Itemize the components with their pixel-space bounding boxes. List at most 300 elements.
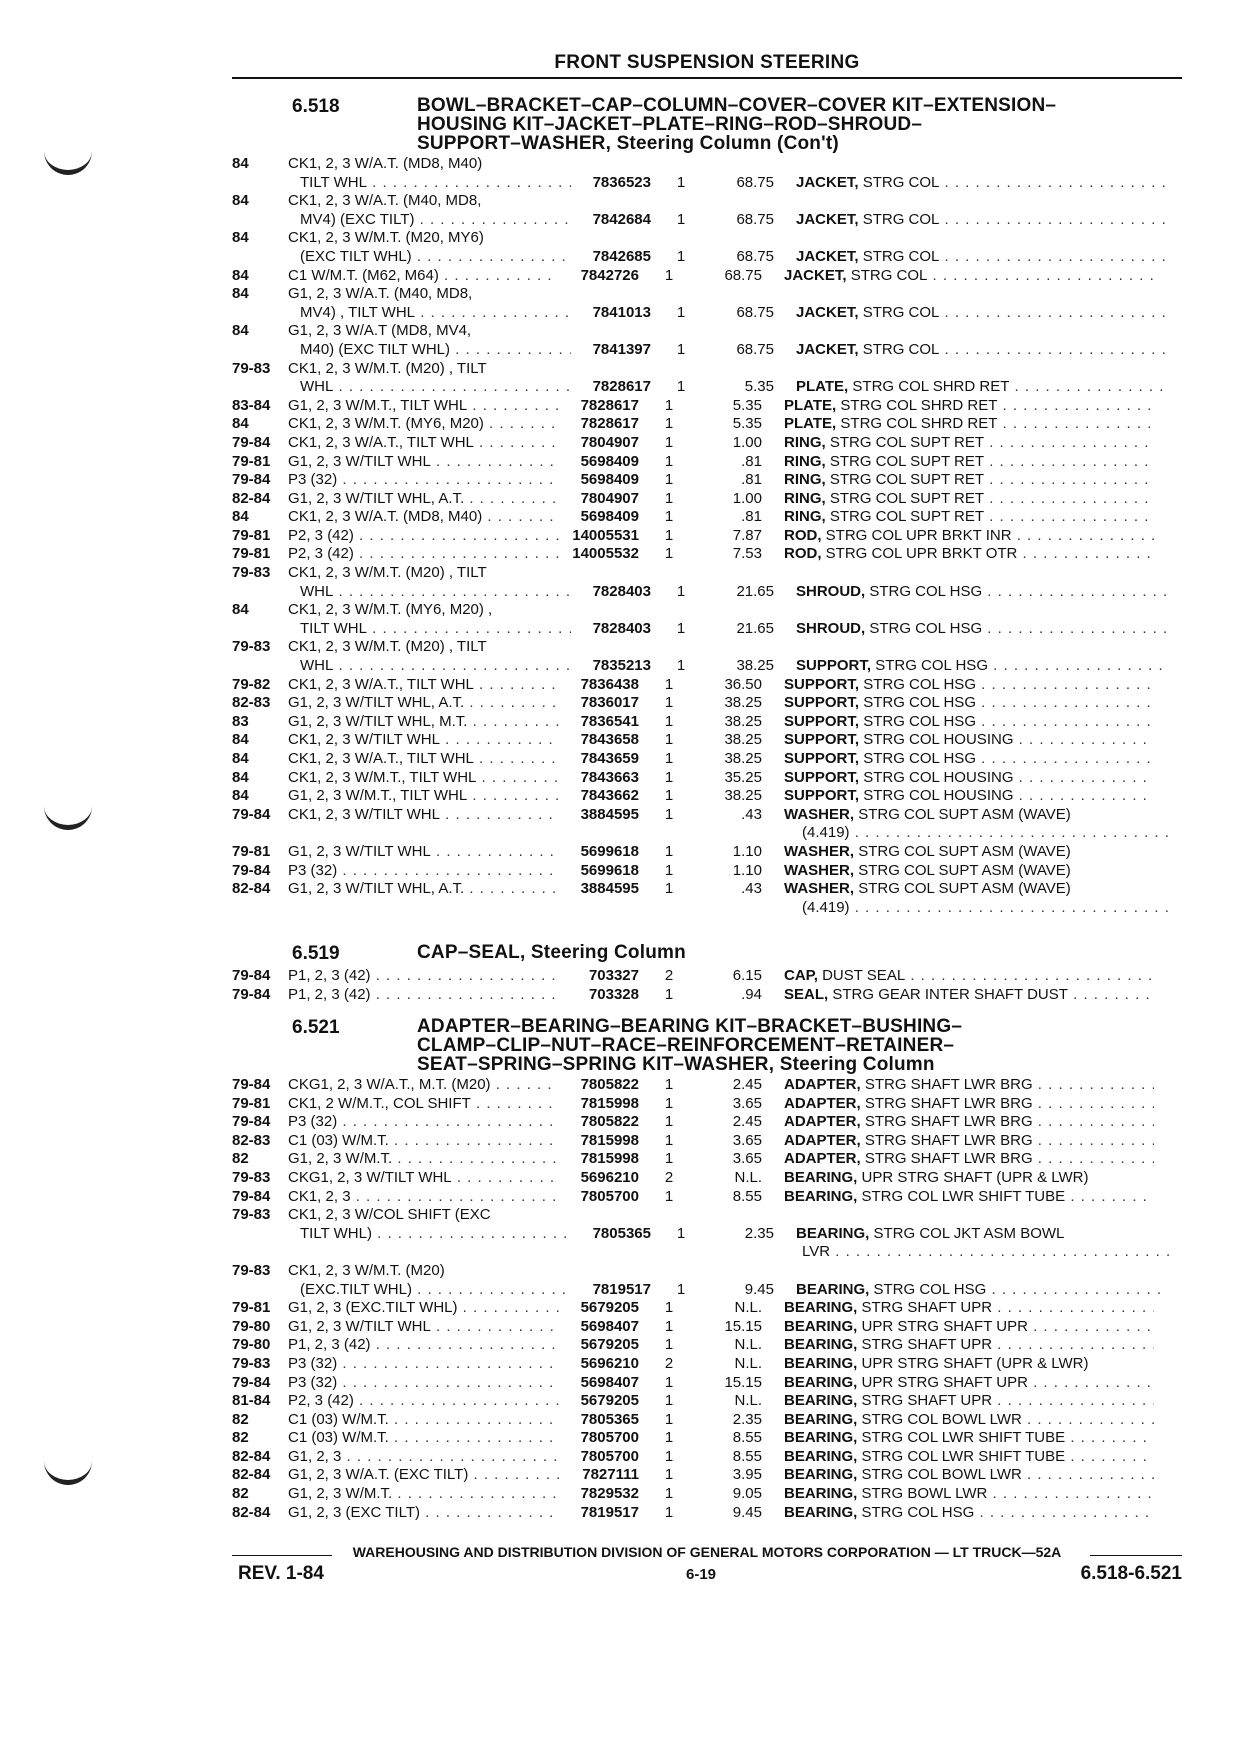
table-row: [232, 415, 1182, 434]
application: [288, 1150, 559, 1169]
model-years: 79-81: [232, 545, 271, 563]
model-years: [232, 1225, 288, 1244]
price: 38.25: [724, 731, 762, 749]
part-detail: STRG COL JKT ASM BOWL: [873, 1224, 1065, 1242]
section-title: BOWL–BRACKET–CAP–COLUMN–COVER–COVER KIT–EXTENSION– HOUSING KIT–JACKET–PLATE–RING–ROD–SHROUD– SUPPORT–WASHER, Steering Column (Con't): [417, 95, 1057, 154]
price: 36.50: [724, 675, 762, 693]
description: [762, 1262, 1154, 1281]
table-row: [232, 229, 1182, 248]
description: [762, 1411, 1154, 1430]
application: [288, 1281, 571, 1300]
quantity: 1: [664, 750, 674, 767]
table-row: [232, 1466, 1182, 1485]
model-years: 82-84: [232, 489, 271, 507]
application: [288, 899, 559, 918]
application-text: CK1, 2, 3 W/COL SHIFT (EXC: [288, 1206, 491, 1224]
price: [699, 1262, 762, 1281]
header-rule: [232, 77, 1182, 79]
quantity: 1: [676, 173, 686, 191]
part-detail: DUST SEAL . . .: [822, 967, 1154, 984]
description: [774, 1225, 1166, 1244]
application-text: G1, 2, 3 W/M.T. . . .: [288, 1150, 559, 1167]
quantity: 1: [664, 1485, 674, 1503]
part-name: BEARING,: [784, 1299, 858, 1317]
price: N.L.: [734, 1392, 762, 1410]
part-detail: STRG COL HSG . . .: [862, 1504, 1154, 1521]
quantity: [639, 1243, 699, 1262]
quantity: 1: [676, 657, 686, 675]
table-row: [232, 638, 1182, 657]
model-years: 79-81: [232, 842, 271, 860]
price: 21.65: [736, 582, 774, 600]
table-row: [232, 1448, 1182, 1467]
application: [288, 1076, 559, 1095]
description: [762, 787, 1154, 806]
application-text: G1, 2, 3 W/TILT WHL, A.T. . . .: [288, 490, 559, 507]
quantity: 1: [664, 1299, 674, 1317]
part-number: [559, 1262, 639, 1281]
part-name: ADAPTER,: [784, 1076, 861, 1093]
part-number: [559, 285, 639, 304]
application-text: CK1, 2, 3 W/M.T., TILT WHL . . .: [288, 769, 559, 786]
application-text: CK1, 2, 3 W/A.T., TILT WHL . . .: [288, 434, 559, 451]
section-number: 6.519: [292, 943, 340, 964]
quantity: 1: [664, 1113, 674, 1131]
part-name: BEARING,: [784, 1317, 858, 1335]
quantity: 1: [676, 340, 686, 358]
description: [762, 1150, 1154, 1169]
application-text: G1, 2, 3 W/TILT WHL, M.T. . . .: [288, 713, 559, 730]
part-name: JACKET,: [784, 266, 847, 284]
quantity: 1: [664, 1094, 674, 1112]
part-detail: STRG COL BOWL LWR . . .: [862, 1411, 1154, 1428]
part-detail: STRG COL SUPT RET . . .: [830, 434, 1154, 451]
table-row: [232, 1336, 1182, 1355]
price: [699, 601, 762, 620]
price: .81: [741, 471, 762, 489]
application-text: TILT WHL) . . .: [300, 1225, 571, 1242]
model-years: [232, 657, 288, 676]
part-detail: STRG COL HOUSING . . .: [863, 769, 1154, 786]
table-row: [232, 1113, 1182, 1132]
description: [762, 1188, 1154, 1207]
part-number: [559, 564, 639, 583]
part-detail: STRG COL SUPT RET . . .: [830, 471, 1154, 488]
part-detail: STRG COL HSG . . .: [863, 750, 1154, 767]
model-years: 79-84: [232, 1187, 271, 1205]
part-name: ADAPTER,: [784, 1131, 861, 1149]
quantity: 1: [664, 985, 674, 1003]
section-heading: [232, 1017, 1182, 1074]
part-number: 5699618: [580, 842, 639, 860]
application-text: G1, 2, 3 W/M.T., TILT WHL . . .: [288, 397, 559, 414]
application: [288, 676, 559, 695]
price: 7.87: [732, 526, 762, 544]
section-number: 6.521: [292, 1017, 340, 1038]
description: [762, 155, 1154, 174]
quantity: 1: [664, 1503, 674, 1521]
application-text: G1, 2, 3 . . .: [288, 1448, 559, 1465]
part-name: WASHER,: [784, 880, 855, 898]
part-number: 5698409: [580, 471, 639, 489]
description: [762, 1392, 1154, 1411]
quantity: [639, 899, 699, 918]
quantity: [639, 285, 699, 304]
part-name: RING,: [784, 489, 826, 507]
application-text: CK1, 2, 3 W/A.T., TILT WHL . . .: [288, 750, 559, 767]
application: [288, 967, 559, 986]
application: [288, 583, 571, 602]
application: [288, 806, 559, 825]
quantity: 1: [676, 247, 686, 265]
quantity: [639, 192, 699, 211]
price: N.L.: [734, 1168, 762, 1186]
application: [288, 731, 559, 750]
part-name: SUPPORT,: [784, 731, 860, 749]
price: 2.45: [732, 1076, 762, 1093]
price: 3.65: [732, 1150, 762, 1168]
model-years: 79-83: [232, 638, 271, 656]
model-years: 83: [232, 712, 249, 730]
quantity: 2: [664, 1354, 674, 1372]
part-number: 7842685: [592, 247, 651, 265]
price: 9.45: [744, 1280, 774, 1298]
table-row: [232, 1374, 1182, 1393]
model-years: 79-81: [232, 526, 271, 544]
application-text: G1, 2, 3 (EXC TILT) . . .: [288, 1504, 559, 1521]
part-number: 7842684: [592, 210, 651, 228]
model-years: [232, 824, 288, 843]
table-row: [232, 1355, 1182, 1374]
model-years: 84: [232, 731, 249, 749]
description: [762, 806, 1154, 825]
table-row: [232, 453, 1182, 472]
application-text: CK1, 2, 3 W/A.T. (M40, MD8,: [288, 192, 482, 210]
application: [288, 843, 559, 862]
price: .43: [741, 805, 762, 823]
part-name: SUPPORT,: [784, 750, 860, 767]
part-number: [559, 192, 639, 211]
part-detail: STRG COL HOUSING . . .: [863, 731, 1154, 748]
parts-table: [232, 1076, 1182, 1522]
description: [762, 769, 1154, 788]
description: [762, 1429, 1154, 1448]
price: [699, 824, 762, 843]
description: [774, 248, 1166, 267]
application-text: CK1, 2, 3 W/M.T. (M20) , TILT: [288, 638, 487, 656]
description: [762, 862, 1154, 881]
application: [288, 471, 559, 490]
description: [762, 192, 1154, 211]
description: [774, 174, 1166, 193]
price: .43: [741, 880, 762, 898]
price: 15.15: [724, 1317, 762, 1335]
table-row: [232, 360, 1182, 379]
part-name: WASHER,: [784, 861, 855, 879]
description: [762, 1095, 1154, 1114]
description: [762, 527, 1154, 546]
table-row: [232, 1318, 1182, 1337]
model-years: 79-83: [232, 359, 271, 377]
part-number: [559, 322, 639, 341]
price: 9.05: [732, 1485, 762, 1503]
application: [288, 211, 571, 230]
part-detail: STRG COL . . .: [863, 248, 1166, 265]
table-row: [232, 1411, 1182, 1430]
application-text: WHL . . .: [300, 657, 571, 674]
application: [288, 229, 559, 248]
table-row: [232, 1169, 1182, 1188]
part-detail: STRG COL SUPT ASM (WAVE): [858, 842, 1071, 860]
footer-section-range: 6.518-6.521: [1080, 1563, 1182, 1584]
application-text: MV4) (EXC TILT) . . .: [300, 211, 571, 228]
price: [699, 638, 762, 657]
part-name: CAP,: [784, 967, 818, 984]
part-detail: STRG COL HSG . . .: [863, 676, 1154, 693]
footer-rule: [232, 1555, 332, 1557]
table-row: [232, 471, 1182, 490]
application-text: P3 (32) . . .: [288, 862, 559, 879]
application: [288, 527, 559, 546]
table-row: [232, 155, 1182, 174]
application: [288, 1225, 571, 1244]
part-number: 7836438: [580, 675, 639, 693]
application: [288, 1374, 559, 1393]
application: [288, 1188, 559, 1207]
part-name: ADAPTER,: [784, 1150, 861, 1168]
price: 5.35: [732, 396, 762, 414]
part-detail: STRG COL HSG . . .: [863, 713, 1154, 730]
part-detail: STRG COL HSG . . .: [875, 657, 1166, 674]
part-number: 7843659: [580, 750, 639, 767]
table-row: [232, 750, 1182, 769]
table-row: [232, 1281, 1182, 1300]
quantity: [639, 824, 699, 843]
model-years: 79-84: [232, 1076, 271, 1093]
model-years: 82-83: [232, 694, 271, 712]
application: [288, 397, 559, 416]
table-row: [232, 1150, 1182, 1169]
price: 68.75: [736, 173, 774, 191]
part-detail: UPR STRG SHAFT UPR . . .: [862, 1318, 1154, 1335]
description: [762, 415, 1154, 434]
model-years: [232, 378, 288, 397]
table-row: [232, 1206, 1182, 1225]
part-number: 7835213: [592, 657, 651, 675]
part-name: JACKET,: [796, 210, 859, 228]
section-heading: [232, 96, 1182, 153]
quantity: 1: [676, 303, 686, 321]
quantity: 1: [664, 452, 674, 470]
page-header-title: FRONT SUSPENSION STEERING: [554, 52, 860, 73]
application: [288, 267, 559, 286]
part-number: 7828403: [592, 619, 651, 637]
part-detail: STRG COL . . .: [863, 304, 1166, 321]
part-number: [559, 1243, 639, 1262]
footer-publisher-line: WAREHOUSING AND DISTRIBUTION DIVISION OF GENERAL MOTORS CORPORATION — LT TRUCK—52A: [352, 1544, 1062, 1560]
part-number: 703327: [588, 967, 639, 984]
application-text: P3 (32) . . .: [288, 1374, 559, 1391]
model-years: [232, 341, 288, 360]
application: [288, 1448, 559, 1467]
part-name: PLATE,: [784, 396, 837, 414]
application: [288, 824, 559, 843]
table-row: [232, 601, 1182, 620]
model-years: [232, 248, 288, 267]
part-number: 5679205: [580, 1392, 639, 1410]
part-detail: STRG COL UPR BRKT OTR . . .: [826, 545, 1154, 562]
part-number: 7804907: [580, 433, 639, 451]
table-row: [232, 1095, 1182, 1114]
application-text: CK1, 2, 3 W/M.T. (M20, MY6): [288, 229, 484, 247]
table-row: [232, 986, 1182, 1005]
table-row: [232, 545, 1182, 564]
part-number: 7843662: [580, 787, 639, 805]
model-years: 84: [232, 508, 249, 526]
quantity: 1: [664, 415, 674, 433]
price: 8.55: [732, 1429, 762, 1447]
quantity: 1: [664, 489, 674, 507]
description: [762, 899, 1172, 918]
description: [762, 1374, 1154, 1393]
part-name: JACKET,: [796, 173, 859, 191]
table-row: [232, 285, 1182, 304]
application-text: M40) (EXC TILT WHL) . . .: [300, 341, 571, 358]
model-years: 84: [232, 266, 249, 284]
part-number: 7841013: [592, 303, 651, 321]
quantity: [639, 229, 699, 248]
description: [762, 229, 1154, 248]
price: [699, 229, 762, 248]
application: [288, 1466, 559, 1485]
model-years: 79-83: [232, 1354, 271, 1372]
part-number: 5679205: [580, 1336, 639, 1354]
quantity: 1: [664, 1076, 674, 1093]
application-text: P1, 2, 3 (42) . . .: [288, 967, 559, 984]
model-years: 79-82: [232, 675, 271, 693]
application: [288, 1355, 559, 1374]
model-years: 84: [232, 750, 249, 767]
application-text: (EXC.TILT WHL) . . .: [300, 1281, 571, 1298]
part-name: JACKET,: [796, 303, 859, 321]
part-number: 7815998: [580, 1131, 639, 1149]
quantity: 1: [664, 1317, 674, 1335]
application: [288, 434, 559, 453]
quantity: 1: [676, 619, 686, 637]
application: [288, 360, 559, 379]
quantity: [639, 1262, 699, 1281]
section-number: 6.518: [292, 96, 340, 117]
part-name: ROD,: [784, 526, 822, 544]
part-number: [559, 899, 639, 918]
part-name: WASHER,: [784, 842, 855, 860]
part-detail: (4.419) . . .: [802, 824, 1172, 841]
description: [762, 1318, 1154, 1337]
description: [762, 1243, 1172, 1262]
footer-revision: REV. 1-84: [238, 1563, 324, 1584]
application-text: CK1, 2, 3 W/M.T. (M20): [288, 1261, 445, 1279]
application-text: CK1, 2, 3 W/M.T. (M20) , TILT: [288, 359, 487, 377]
model-years: 79-84: [232, 433, 271, 451]
part-detail: STRG COL . . .: [863, 174, 1166, 191]
part-name: BEARING,: [784, 1168, 858, 1186]
part-number: 703328: [588, 985, 639, 1003]
quantity: 1: [664, 768, 674, 786]
model-years: 79-84: [232, 967, 271, 984]
quantity: 1: [676, 582, 686, 600]
description: [774, 1281, 1166, 1300]
table-row: [232, 731, 1182, 750]
model-years: 84: [232, 192, 249, 210]
description: [762, 1485, 1154, 1504]
table-row: [232, 174, 1182, 193]
part-number: 5698409: [580, 508, 639, 526]
application-text: G1, 2, 3 W/A.T. (EXC TILT) . . .: [288, 1466, 559, 1483]
description: [774, 378, 1166, 397]
price: .81: [741, 452, 762, 470]
price: 2.35: [744, 1224, 774, 1242]
part-detail: STRG COL HSG . . .: [863, 694, 1154, 711]
application: [288, 378, 571, 397]
table-row: [232, 341, 1182, 360]
model-years: 82-84: [232, 1447, 271, 1465]
model-years: 79-84: [232, 861, 271, 879]
model-years: 81-84: [232, 1392, 271, 1410]
application: [288, 769, 559, 788]
price: 1.10: [732, 842, 762, 860]
application-text: CKG1, 2, 3 W/A.T., M.T. (M20) . . .: [288, 1076, 559, 1093]
model-years: 79-84: [232, 985, 271, 1003]
table-row: [232, 967, 1182, 986]
price: 68.75: [736, 340, 774, 358]
application-text: G1, 2, 3 W/TILT WHL, A.T. . . .: [288, 880, 559, 897]
part-detail: UPR STRG SHAFT (UPR & LWR): [861, 1168, 1089, 1186]
table-row: [232, 899, 1182, 918]
price: [699, 1206, 762, 1225]
part-detail: STRG COL HOUSING . . .: [863, 787, 1154, 804]
application: [288, 657, 571, 676]
description: [762, 360, 1154, 379]
part-name: BEARING,: [784, 1466, 858, 1484]
application-text: CK1, 2, 3 W/TILT WHL . . .: [288, 806, 559, 823]
part-detail: STRG COL SHRD RET . . .: [852, 378, 1166, 395]
application-text: G1, 2, 3 W/TILT WHL . . .: [288, 843, 559, 860]
description: [762, 694, 1154, 713]
application: [288, 341, 571, 360]
quantity: 1: [664, 1187, 674, 1205]
part-name: BEARING,: [784, 1354, 858, 1372]
part-detail: STRG COL LWR SHIFT TUBE . . .: [862, 1429, 1154, 1446]
application: [288, 1485, 559, 1504]
part-detail: (4.419) . . .: [802, 899, 1172, 916]
part-number: 7829532: [580, 1485, 639, 1503]
table-row: [232, 1429, 1182, 1448]
application: [288, 192, 559, 211]
quantity: 1: [664, 1150, 674, 1168]
table-row: [232, 880, 1182, 899]
price: 6.15: [732, 967, 762, 984]
part-name: SUPPORT,: [784, 694, 860, 712]
application-text: CK1, 2, 3 W/A.T. (MD8, M40): [288, 155, 483, 172]
application-text: CK1, 2, 3 W/M.T. (M20) , TILT: [288, 564, 487, 582]
price: 38.25: [724, 712, 762, 730]
part-number: 7805700: [580, 1187, 639, 1205]
description: [762, 824, 1172, 843]
model-years: 84: [232, 787, 249, 805]
application: [288, 787, 559, 806]
part-number: 7836017: [580, 694, 639, 712]
application-text: G1, 2, 3 W/M.T. . . .: [288, 1485, 559, 1502]
